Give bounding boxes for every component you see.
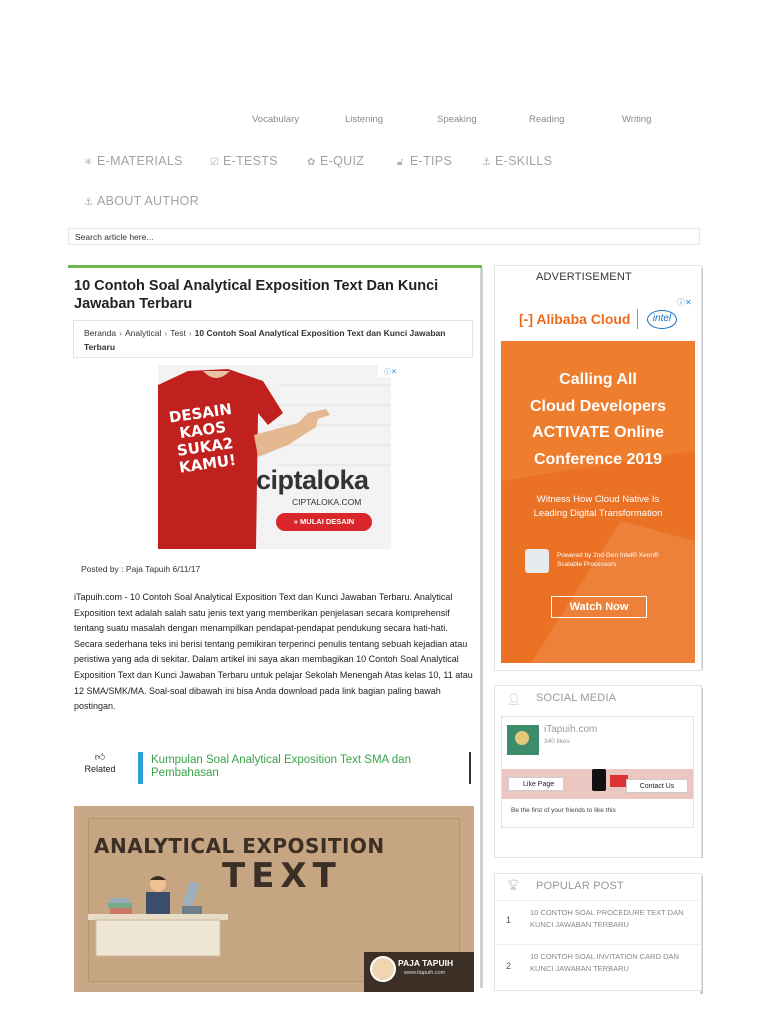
- lock-icon: 🔓︎: [397, 157, 404, 168]
- related-label-block: [74, 752, 126, 774]
- trophy-icon: 🏆︎: [507, 880, 520, 891]
- adchoices-icon[interactable]: ⓘ✕: [677, 298, 692, 307]
- hero-site: www.itapuih.com: [404, 970, 446, 976]
- hero-line2: TEXT: [222, 856, 342, 896]
- article-title: 10 Contoh Soal Analytical Exposition Text Dan Kunci Jawaban Terbaru: [74, 278, 439, 312]
- nav-reading[interactable]: Reading: [529, 114, 565, 125]
- ciptaloka-logo: ciptaloka: [256, 465, 369, 495]
- related-link[interactable]: Kumpulan Soal Analytical Exposition Text SMA dan Pembahasan: [151, 754, 411, 779]
- menu-about-author[interactable]: ⚓︎ ABOUT AUTHOR: [84, 194, 199, 208]
- intel-xeon-badge-icon: [525, 549, 549, 573]
- related-box: [74, 750, 468, 784]
- popular-item-number: 1: [506, 915, 512, 925]
- popular-item-title[interactable]: 10 CONTOH SOAL INVITATION CARD DAN KUNCI JAWABAN TERBARU: [530, 952, 679, 973]
- ciptaloka-domain: CIPTALOKA.COM: [292, 497, 362, 507]
- facebook-widget: [501, 716, 694, 828]
- ad-subtitle: Witness How Cloud Native Is Leading Digital Transformation: [533, 494, 663, 519]
- post-meta: Posted by : Paja Tapuih 6/11/17: [81, 564, 201, 574]
- popular-item[interactable]: [494, 944, 702, 991]
- hero-brand: PAJA TAPUIH: [398, 958, 454, 968]
- anchor-icon: ⚓︎: [84, 197, 94, 208]
- popular-item-number: 2: [506, 961, 512, 971]
- hero-image: [74, 806, 474, 992]
- ad-powered: Powered by 2nd Gen Intel® Xeon® Scalable Processors: [557, 552, 659, 568]
- gear-icon: ✿: [307, 157, 316, 168]
- intel-logo: intel: [647, 310, 677, 329]
- menu-e-skills[interactable]: ⚓︎ E-SKILLS: [482, 154, 553, 168]
- fb-friends-text: Be the first of your friends to like this: [511, 807, 616, 814]
- desk-illustration: [88, 872, 268, 976]
- popular-heading: POPULAR POST: [536, 880, 624, 892]
- checkbox-icon: ☑: [210, 157, 220, 168]
- thumbs-up-icon: 👍︎: [94, 752, 106, 763]
- page-avatar: [507, 725, 539, 755]
- logo-divider: [637, 309, 638, 329]
- ad-headline: Calling All Cloud Developers ACTIVATE Online Conference 2019: [529, 371, 667, 468]
- nav-writing[interactable]: Writing: [622, 114, 652, 125]
- related-divider: [469, 752, 471, 784]
- svg-text:ⓘ✕: ⓘ✕: [384, 368, 397, 376]
- user-icon: 👤︎: [507, 694, 521, 706]
- shirt-text: DESAIN KAOS SUKA2 KAMU!: [167, 399, 238, 477]
- menu-e-tips[interactable]: 🔓︎ E-TIPS: [397, 154, 453, 168]
- menu-e-tests[interactable]: ☑ E-TESTS: [210, 154, 278, 168]
- like-page-button[interactable]: Like Page: [508, 777, 564, 791]
- related-label: Related: [84, 764, 116, 774]
- watch-now-button[interactable]: Watch Now: [551, 596, 647, 618]
- breadcrumb-test[interactable]: Test: [170, 328, 186, 338]
- nav-listening[interactable]: Listening: [345, 114, 384, 125]
- popular-item-title[interactable]: 10 CONTOH SOAL PROCEDURE TEXT DAN KUNCI JAWABAN TERBARU: [530, 908, 684, 929]
- nav-speaking[interactable]: Speaking: [437, 114, 477, 125]
- fb-page-name[interactable]: iTapuih.com: [544, 724, 598, 735]
- popular-item[interactable]: [494, 900, 702, 945]
- alibaba-logo-bar[interactable]: [501, 295, 695, 341]
- ciptaloka-ad[interactable]: [158, 365, 397, 549]
- fb-likes: 340 likes: [544, 738, 570, 745]
- contact-us-button[interactable]: Contact Us: [626, 779, 688, 793]
- hero-line1: ANALYTICAL EXPOSITION: [94, 834, 385, 858]
- breadcrumb-home[interactable]: Beranda: [84, 328, 117, 338]
- anchor-icon: ⚓︎: [482, 157, 492, 168]
- menu-e-materials[interactable]: ✳ E-MATERIALS: [84, 154, 183, 168]
- breadcrumb: Beranda › Analytical › Test › 10 Contoh Soal Analytical Exposition Text dan Kunci Jawaban Terbaru: [73, 320, 473, 358]
- article-body: iTapuih.com - 10 Contoh Soal Analytical Exposition Text dan Kunci Jawaban Terbaru. Analytical Exposition text adalah salah satu jenis text yang memberikan penjelasan secara komprehensif tentang suatu masalah dengan menampilkan pendapat-pendapat pendukung secara hati-hati. Secara sederhana teks ini berisi tentang pemikiran terperinci penulis tentang sebuah kejadian atau peristiwa yang ada di sekitar. Dalam artikel ini saya akan membagikan 10 Contoh Soal Analytical Exposition Text dan Kunci Jawaban Terbaru untuk pelajar Sekolah Menengah Atas kelas 10, 11 atau 12 SMA/SMK/MA. Soal-soal dibawah ini bisa Anda download pada link bagian paling bawah postingan.: [74, 592, 473, 712]
- advertisement-heading: ADVERTISEMENT: [536, 271, 632, 283]
- menu-e-quiz[interactable]: ✿ E-QUIZ: [307, 154, 365, 168]
- nav-vocabulary[interactable]: Vocabulary: [252, 114, 300, 125]
- breadcrumb-current: 10 Contoh Soal Analytical Exposition Text dan Kunci Jawaban Terbaru: [84, 328, 446, 352]
- social-heading: SOCIAL MEDIA: [536, 692, 617, 704]
- search-input[interactable]: Search article here...: [68, 228, 700, 245]
- double-chevron-icon: »: [293, 517, 301, 526]
- breadcrumb-analytical[interactable]: Analytical: [124, 328, 162, 338]
- alibaba-logo: [-] Alibaba Cloud: [519, 311, 631, 327]
- alibaba-bracket-icon: [-]: [519, 311, 537, 327]
- article-card: [68, 265, 482, 1028]
- spinner-icon: ✳: [84, 157, 93, 168]
- mulai-desain-button[interactable]: » MULAI DESAIN: [276, 513, 372, 531]
- related-bar: [138, 752, 143, 784]
- brand-face-icon: [370, 956, 396, 982]
- alibaba-ad[interactable]: [501, 341, 695, 663]
